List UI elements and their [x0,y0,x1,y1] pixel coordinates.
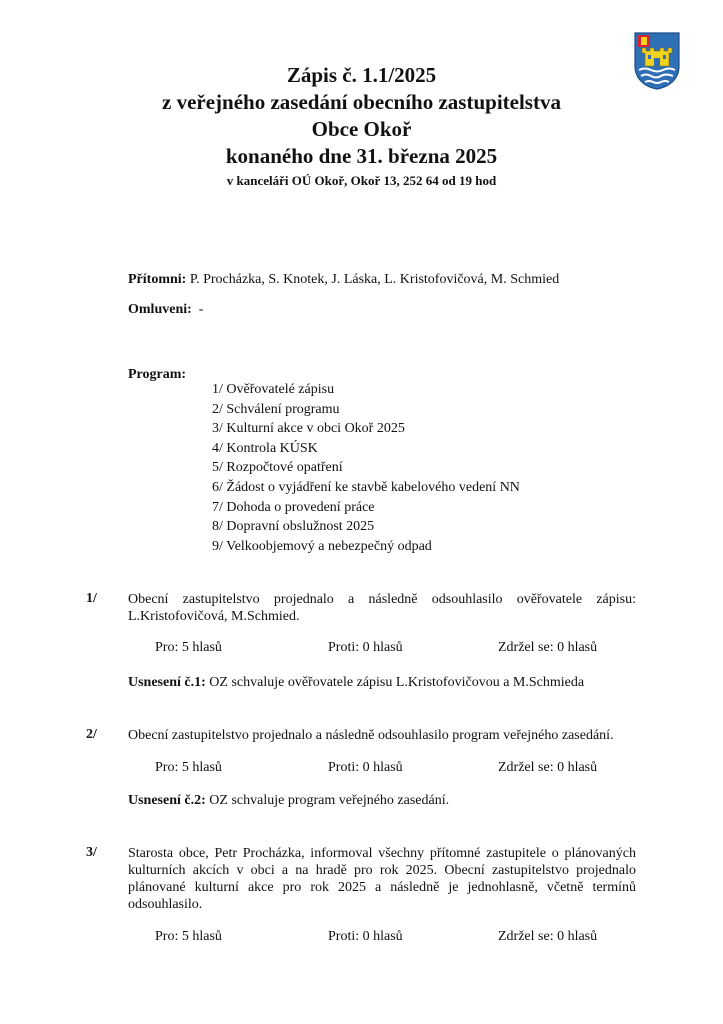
excused-names: - [198,302,204,317]
present-names: P. Procházka, S. Knotek, J. Láska, L. Kristofovičová, M. Schmied [189,272,560,287]
section-3-number: 3/ [86,845,97,860]
section-2-text: Obecní zastupitelstvo projednalo a následně odsouhlasilo program veřejného zasedání. [128,728,614,743]
excused-line [128,302,203,318]
section-1-text: Obecní zastupitelstvo projednalo a následně odsouhlasilo ověřovatele zápisu: L.Kristofovičová, M.Schmied. [128,592,636,624]
section-2-number: 2/ [86,727,97,742]
section-3-text: Starosta obce, Petr Procházka, informoval všechny přítomné zastupitele o plánovaných kulturních akcích v obci a na hradě pro rok 2025. Obecní zastupitelstvo projednalo plánované kulturní akce pro rok 2025 a následně je jednohlasně, včetně termínů odsouhlasilo. [128,846,636,912]
resolution-label: Usnesení č.1: [128,675,206,690]
document-header [0,62,723,191]
votes-against: Proti: 0 hlasů [328,760,403,775]
program-title: Program: [128,367,187,382]
votes-abstain: Zdržel se: 0 hlasů [498,760,598,775]
program-item: 3/ Kulturní akce v obci Okoř 2025 [212,421,405,437]
votes-for: Pro: 5 hlasů [155,640,222,655]
municipality-name: Obce Okoř [311,117,412,141]
resolution-label: Usnesení č.2: [128,793,206,808]
meeting-date: konaného dne 31. března 2025 [225,144,498,168]
program-item: 8/ Dopravní obslužnost 2025 [212,519,375,535]
votes-against: Proti: 0 hlasů [328,640,403,655]
section-1-resolution [128,675,584,691]
program-item: 4/ Kontrola KÚSK [212,440,318,456]
program-item: 2/ Schválení programu [212,401,340,417]
section-1-number: 1/ [86,591,97,606]
section-2-resolution [128,793,449,809]
resolution-text: OZ schvaluje ověřovatele zápisu L.Kristofovičovou a M.Schmieda [205,675,585,690]
document-title: Zápis č. 1.1/2025 [286,63,437,87]
present-label: Přítomni: [128,272,187,287]
program-item: 9/ Velkoobjemový a nebezpečný odpad [212,538,432,554]
excused-label: Omluveni: [128,302,192,317]
program-item: 1/ Ověřovatelé zápisu [212,382,335,397]
resolution-text: OZ schvaluje program veřejného zasedání. [205,793,450,808]
votes-against: Proti: 0 hlasů [328,929,403,944]
program-list [212,380,520,556]
votes-abstain: Zdržel se: 0 hlasů [498,929,598,944]
program-item: 7/ Dohoda o provedení práce [212,499,375,515]
votes-for: Pro: 5 hlasů [155,929,222,944]
present-line [128,272,559,288]
meeting-location: v kanceláři OÚ Okoř, Okoř 13, 252 64 od 19 hod [226,173,497,188]
document-subtitle: z veřejného zasedání obecního zastupitelstva [162,90,561,114]
program-item: 6/ Žádost o vyjádření ke stavbě kabelového vedení NN [212,479,520,495]
votes-abstain: Zdržel se: 0 hlasů [498,640,598,655]
program-item: 5/ Rozpočtové opatření [212,460,343,476]
votes-for: Pro: 5 hlasů [155,760,222,775]
